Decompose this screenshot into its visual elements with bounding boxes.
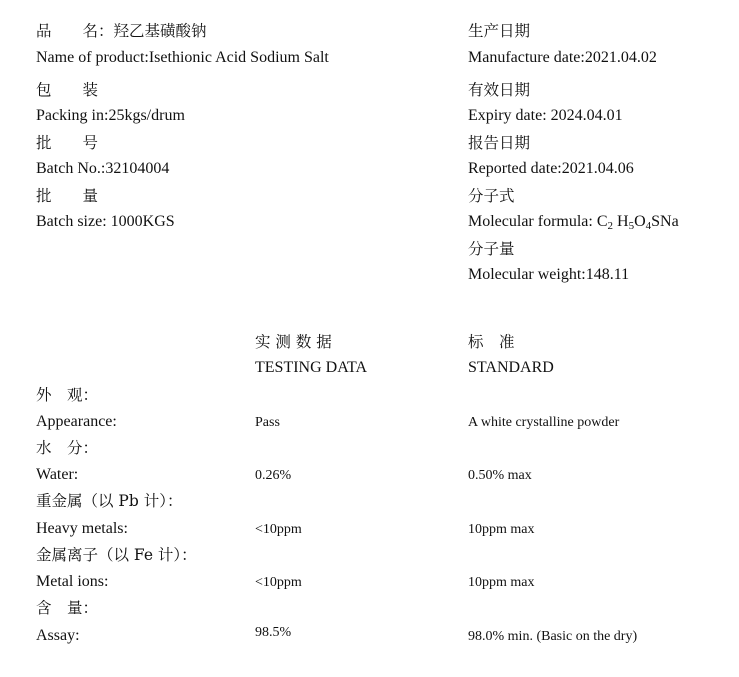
product-name-en: Name of product:Isethionic Acid Sodium Salt: [36, 49, 329, 66]
reported-date-cn: 报告日期: [468, 134, 531, 152]
packing-cn: 包 装: [36, 81, 99, 99]
appearance-value: Pass: [255, 415, 280, 430]
heavy-metals-value: <10ppm: [255, 522, 302, 537]
assay-label-en: Assay:: [36, 627, 80, 644]
assay-label-cn: 含 量：: [36, 599, 99, 617]
heavy-metals-label-cn: 重金属（以 Pb 计）：: [36, 492, 183, 510]
batch-size-en: Batch size: 1000KGS: [36, 213, 175, 230]
water-value: 0.26%: [255, 468, 292, 483]
product-name-cn: 品 名：羟乙基磺酸钠: [36, 22, 207, 40]
metal-ions-value: <10ppm: [255, 575, 302, 590]
molecular-formula-en: Molecular formula: $C_2$ $H_5O_4SNa$: [468, 213, 679, 232]
manufacture-date-cn: 生产日期: [468, 22, 531, 40]
water-standard: 0.50% max: [468, 468, 532, 483]
batch-size-cn: 批 量: [36, 187, 99, 205]
testing-data-header-en: TESTING DATA: [255, 359, 368, 376]
molecular-weight-en: Molecular weight:148.11: [468, 266, 630, 283]
reported-date-en: Reported date:2021.04.06: [468, 160, 634, 177]
heavy-metals-label-en: Heavy metals:: [36, 520, 128, 537]
water-label-cn: 水 分：: [36, 439, 99, 457]
heavy-metals-standard: 10ppm max: [468, 522, 535, 537]
molecular-weight-cn: 分子量: [468, 240, 515, 258]
metal-ions-standard: 10ppm max: [468, 575, 535, 590]
manufacture-date-en: Manufacture date:2021.04.02: [468, 49, 657, 66]
expiry-date-cn: 有效日期: [468, 81, 531, 99]
standard-header-en: STANDARD: [468, 359, 554, 376]
batch-no-en: Batch No.:32104004: [36, 160, 170, 177]
appearance-label-cn: 外 观：: [36, 386, 99, 404]
molecular-formula-cn: 分子式: [468, 187, 515, 205]
assay-value: 98.5%: [255, 625, 292, 640]
appearance-standard: A white crystalline powder: [468, 415, 620, 430]
metal-ions-label-en: Metal ions:: [36, 573, 109, 590]
appearance-label-en: Appearance:: [36, 413, 117, 430]
expiry-date-en: Expiry date: 2024.04.01: [468, 107, 623, 124]
standard-header-cn: 标 准: [468, 333, 515, 351]
testing-data-header-cn: 实 测 数 据: [255, 333, 332, 351]
metal-ions-label-cn: 金属离子（以 Fe 计）：: [36, 546, 197, 564]
packing-en: Packing in:25kgs/drum: [36, 107, 185, 124]
batch-no-cn: 批 号: [36, 134, 99, 152]
water-label-en: Water:: [36, 466, 79, 483]
assay-standard: 98.0% min. (Basic on the dry): [468, 629, 638, 644]
